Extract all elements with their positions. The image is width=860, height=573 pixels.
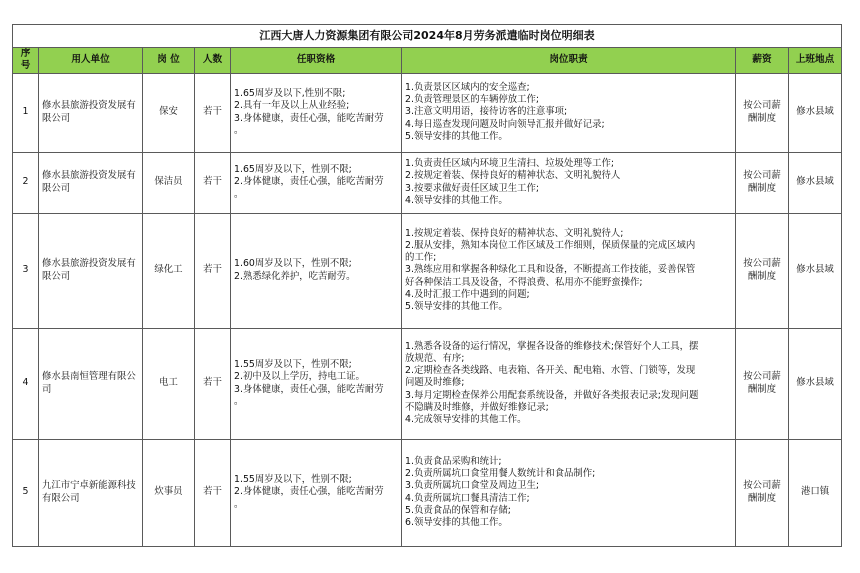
title-row xyxy=(13,25,842,48)
row-location: 修水县域 xyxy=(789,152,842,213)
row-salary: 按公司薪酬制度 xyxy=(736,328,789,439)
row-position: 保洁员 xyxy=(143,152,195,213)
qualification-line: 2.身体健康，责任心强，能吃苦耐劳 xyxy=(234,176,384,188)
duty-line: 放规范、有序; xyxy=(405,352,465,364)
table-title: 江西大唐人力资源集团有限公司2024年8月劳务派遣临时岗位明细表 xyxy=(13,25,842,48)
row-salary: 按公司薪酬制度 xyxy=(736,73,789,152)
row-no: 1 xyxy=(13,73,39,152)
row-duties xyxy=(402,213,736,328)
row-no: 2 xyxy=(13,152,39,213)
duty-line: 4.领导安排的其他工作。 xyxy=(405,194,508,206)
row-qualifications xyxy=(231,152,402,213)
duty-line: 3.每月定期检查保养公用配套系统设备，并做好各类报表记录;发现问题 xyxy=(405,389,699,401)
row-employer: 修水县旅游投资发展有限公司 xyxy=(39,73,143,152)
row-duties xyxy=(402,328,736,439)
row-count: 若干 xyxy=(195,213,231,328)
header-salary: 薪资 xyxy=(736,48,789,74)
duty-line: 4.完成领导安排的其他工作。 xyxy=(405,414,527,426)
table-row xyxy=(13,439,842,546)
duty-line: 2.服从安排，熟知本岗位工作区域及工作细则，保质保量的完成区域内 xyxy=(405,239,696,251)
duty-line: 5.领导安排的其他工作。 xyxy=(405,131,508,143)
duty-line: 3.按要求做好责任区域卫生工作; xyxy=(405,182,539,194)
row-no: 4 xyxy=(13,328,39,439)
duty-line: 好各种保洁工具及设备，不得浪费、私用亦不能野蛮操作; xyxy=(405,276,643,288)
qualification-line: 。 xyxy=(234,188,244,200)
duty-line: 3.负责所属坑口食堂及周边卫生; xyxy=(405,480,539,492)
row-count: 若干 xyxy=(195,73,231,152)
table-row xyxy=(13,328,842,439)
qualification-line: 。 xyxy=(234,498,244,510)
row-employer: 修水县旅游投资发展有限公司 xyxy=(39,152,143,213)
duty-line: 不隐瞒及时维修，并做好维修记录; xyxy=(405,402,549,414)
qualification-line: 2.具有一年及以上从业经验; xyxy=(234,100,350,112)
row-employer: 修水县南恒管理有限公司 xyxy=(39,328,143,439)
duty-line: 4.每日巡查发现问题及时向领导汇报并做好记录; xyxy=(405,118,605,130)
row-count: 若干 xyxy=(195,439,231,546)
row-location: 修水县域 xyxy=(789,73,842,152)
row-location: 修水县域 xyxy=(789,328,842,439)
header-location: 上班地点 xyxy=(789,48,842,74)
duty-line: 1.负责食品采购和统计; xyxy=(405,455,502,467)
row-count: 若干 xyxy=(195,328,231,439)
duty-line: 2.负责所属坑口食堂用餐人数统计和食品制作; xyxy=(405,468,596,479)
row-position: 保安 xyxy=(143,73,195,152)
qualification-line: 2.熟悉绿化养护，吃苦耐劳。 xyxy=(234,270,356,282)
duty-line: 5.领导安排的其他工作。 xyxy=(405,301,508,313)
row-qualifications xyxy=(231,439,402,546)
duty-line: 4.负责所属坑口餐具清洁工作; xyxy=(405,492,530,504)
header-count: 人数 xyxy=(195,48,231,74)
duty-line: 1.负责景区区域内的安全巡查; xyxy=(405,81,530,93)
qualification-line: 1.65周岁及以下,性别不限; xyxy=(234,88,346,99)
row-position: 电工 xyxy=(143,328,195,439)
qualification-line: 3.身体健康，责任心强，能吃苦耐劳 xyxy=(234,383,384,395)
row-employer: 九江市宁卓新能源科技有限公司 xyxy=(39,439,143,546)
duty-line: 3.注意文明用语，接待访客的注意事项; xyxy=(405,106,568,118)
header-employer: 用人单位 xyxy=(39,48,143,74)
header-qualifications: 任职资格 xyxy=(231,48,402,74)
qualification-line: 1.60周岁及以下，性别不限; xyxy=(234,258,352,270)
row-salary: 按公司薪酬制度 xyxy=(736,152,789,213)
row-duties xyxy=(402,73,736,152)
row-duties xyxy=(402,439,736,546)
qualification-line: 3.身体健康，责任心强，能吃苦耐劳 xyxy=(234,112,384,124)
qualification-line: 。 xyxy=(234,124,244,136)
row-position: 炊事员 xyxy=(143,439,195,546)
row-qualifications xyxy=(231,213,402,328)
row-no: 5 xyxy=(13,439,39,546)
qualification-line: 1.55周岁及以下，性别不限; xyxy=(234,359,352,370)
header-duties: 岗位职责 xyxy=(402,48,736,74)
duty-line: 的工作; xyxy=(405,252,437,264)
row-employer: 修水县旅游投资发展有限公司 xyxy=(39,213,143,328)
header-position: 岗 位 xyxy=(143,48,195,74)
row-duties xyxy=(402,152,736,213)
row-no: 3 xyxy=(13,213,39,328)
duty-line: 2.按规定着装、保持良好的精神状态、文明礼貌待人 xyxy=(405,170,621,182)
duty-line: 2.定期检查各类线路、电表箱、各开关、配电箱、水管、门锁等，发现 xyxy=(405,365,696,377)
qualification-line: 2.初中及以上学历，持电工证。 xyxy=(234,371,365,383)
qualification-line: 1.55周岁及以下，性别不限; xyxy=(234,474,352,486)
row-salary: 按公司薪酬制度 xyxy=(736,439,789,546)
qualification-line: 。 xyxy=(234,395,244,407)
qualification-line: 1.65周岁及以下，性别不限; xyxy=(234,164,352,176)
header-no: 序号 xyxy=(13,48,39,74)
row-location: 修水县域 xyxy=(789,213,842,328)
duty-line: 1.负责责任区域内环境卫生清扫、垃圾处理等工作; xyxy=(405,158,614,169)
recruitment-sheet xyxy=(12,24,835,547)
row-position: 绿化工 xyxy=(143,213,195,328)
duty-line: 5.负责食品的保管和存储; xyxy=(405,504,511,516)
row-count: 若干 xyxy=(195,152,231,213)
table-row xyxy=(13,152,842,213)
row-qualifications xyxy=(231,73,402,152)
duty-line: 6.领导安排的其他工作。 xyxy=(405,517,508,529)
row-location: 港口镇 xyxy=(789,439,842,546)
duty-line: 问题及时维修; xyxy=(405,377,465,389)
duty-line: 3.熟练应用和掌握各种绿化工具和设备，不断提高工作技能，妥善保管 xyxy=(405,264,696,276)
duty-line: 1.熟悉各设备的运行情况，掌握各设备的维修技术;保管好个人工具，摆 xyxy=(405,340,699,352)
duty-line: 4.及时汇报工作中遇到的问题; xyxy=(405,289,530,301)
table-row xyxy=(13,213,842,328)
table-row xyxy=(13,73,842,152)
header-row xyxy=(13,48,842,74)
row-qualifications xyxy=(231,328,402,439)
table-body xyxy=(13,73,842,546)
duty-line: 2.负责管理景区的车辆停放工作; xyxy=(405,94,539,106)
qualification-line: 2.身体健康，责任心强，能吃苦耐劳 xyxy=(234,486,384,498)
job-table xyxy=(12,24,842,547)
duty-line: 1.按规定着装、保持良好的精神状态、文明礼貌待人; xyxy=(405,227,624,239)
row-salary: 按公司薪酬制度 xyxy=(736,213,789,328)
